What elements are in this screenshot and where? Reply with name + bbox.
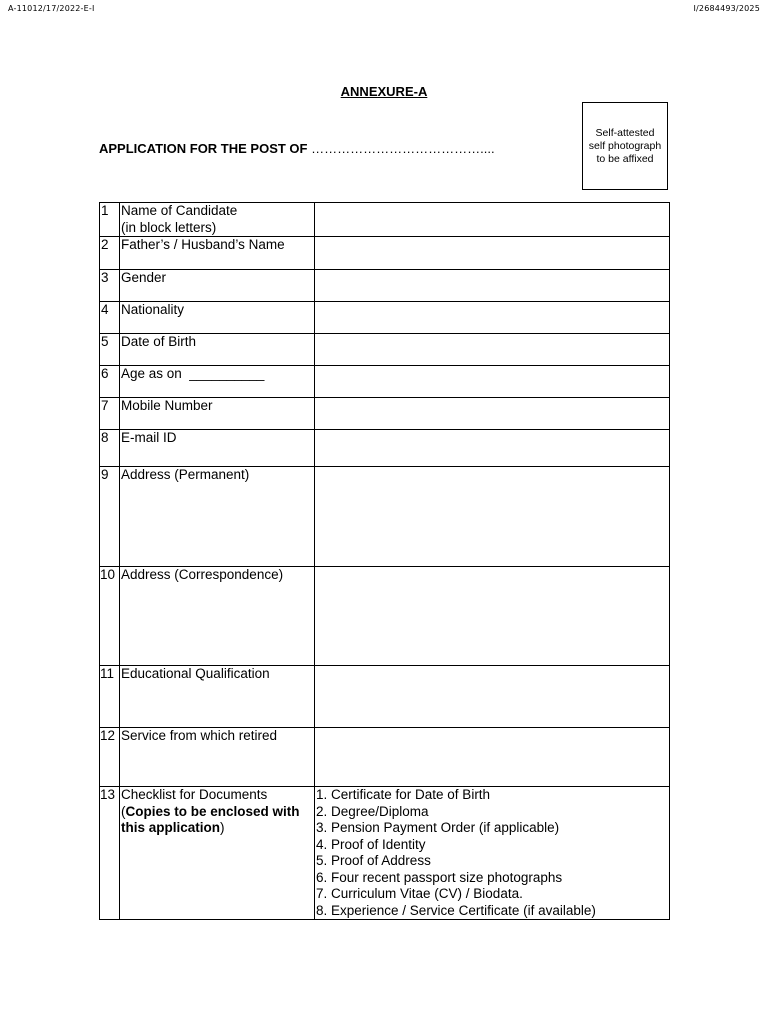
checklist-note-open: ( [121, 803, 126, 819]
field-label-age-as-on: Age as on __________ [120, 366, 315, 398]
field-label-email-id: E-mail ID [120, 430, 315, 467]
field-label-educational-qualification: Educational Qualification [120, 666, 315, 728]
checklist-item: 2. Degree/Diploma [316, 803, 429, 819]
row-number: 2 [100, 237, 120, 270]
checklist-label-line: Checklist for Documents [121, 787, 268, 802]
photo-box-line-2: self photograph [588, 139, 662, 152]
row-number: 1 [100, 203, 120, 237]
age-field[interactable] [315, 366, 670, 398]
document-checklist [315, 787, 670, 920]
field-label-line: (in block letters) [121, 219, 217, 235]
table-row [100, 270, 670, 302]
address-permanent-field[interactable] [315, 467, 670, 567]
checklist-note [121, 804, 313, 821]
field-label-address-permanent: Address (Permanent) [120, 467, 315, 567]
field-label-nationality: Nationality [120, 302, 315, 334]
field-label-mobile-number: Mobile Number [120, 398, 315, 430]
checklist-item: 6. Four recent passport size photographs [316, 869, 563, 885]
row-number: 10 [100, 567, 120, 666]
row-number: 8 [100, 430, 120, 467]
row-number: 5 [100, 334, 120, 366]
field-label-father-husband-name: Father’s / Husband’s Name [120, 237, 315, 270]
field-label-address-correspondence: Address (Correspondence) [120, 567, 315, 666]
table-row [100, 398, 670, 430]
document-reference-right: I/2684493/2025 [693, 4, 760, 13]
educational-qualification-field[interactable] [315, 666, 670, 728]
row-number: 4 [100, 302, 120, 334]
table-row [100, 467, 670, 567]
checklist-item: 7. Curriculum Vitae (CV) / Biodata. [316, 886, 523, 901]
table-row [100, 666, 670, 728]
service-retired-field[interactable] [315, 728, 670, 787]
checklist-item: 8. Experience / Service Certificate (if available) [316, 902, 596, 918]
row-number: 13 [100, 787, 120, 920]
table-row [100, 787, 670, 920]
row-number: 6 [100, 366, 120, 398]
document-reference-left: A-11012/17/2022-E-I [8, 4, 95, 13]
application-post-blank[interactable]: ………………………………….... [311, 141, 495, 156]
field-label-service-retired: Service from which retired [120, 728, 315, 787]
checklist-note-line-2 [121, 820, 313, 837]
date-of-birth-field[interactable] [315, 334, 670, 366]
row-number: 11 [100, 666, 120, 728]
photo-box-line-3: to be affixed [596, 152, 654, 165]
row-number: 3 [100, 270, 120, 302]
field-label-checklist [120, 787, 315, 920]
checklist-item: 4. Proof of Identity [316, 836, 426, 852]
checklist-item: 1. Certificate for Date of Birth [316, 787, 491, 802]
nationality-field[interactable] [315, 302, 670, 334]
row-number: 7 [100, 398, 120, 430]
table-row [100, 203, 670, 237]
table-row [100, 366, 670, 398]
application-form-table [99, 202, 670, 920]
row-number: 9 [100, 467, 120, 567]
application-title-label: APPLICATION FOR THE POST OF [99, 141, 308, 156]
field-label-line: Name of Candidate [121, 203, 238, 218]
address-correspondence-field[interactable] [315, 567, 670, 666]
field-label-gender: Gender [120, 270, 315, 302]
table-row [100, 728, 670, 787]
photograph-box [582, 102, 668, 190]
checklist-note-bold: this application [121, 820, 221, 835]
checklist-item: 5. Proof of Address [316, 853, 431, 868]
annexure-heading [0, 84, 768, 99]
field-label-date-of-birth: Date of Birth [120, 334, 315, 366]
table-row [100, 334, 670, 366]
row-number: 12 [100, 728, 120, 787]
photo-box-line-1: Self-attested [595, 126, 655, 139]
email-id-field[interactable] [315, 430, 670, 467]
checklist-note-close: ) [220, 820, 225, 835]
table-row [100, 430, 670, 467]
gender-field[interactable] [315, 270, 670, 302]
father-husband-name-field[interactable] [315, 237, 670, 270]
name-of-candidate-field[interactable] [315, 203, 670, 237]
mobile-number-field[interactable] [315, 398, 670, 430]
checklist-note-bold: Copies to be enclosed with [125, 803, 300, 819]
table-row [100, 302, 670, 334]
application-title [99, 141, 495, 156]
checklist-item: 3. Pension Payment Order (if applicable) [316, 820, 560, 835]
table-row [100, 567, 670, 666]
field-label-name [120, 203, 315, 237]
table-row [100, 237, 670, 270]
annexure-title: ANNEXURE-A [340, 84, 428, 99]
